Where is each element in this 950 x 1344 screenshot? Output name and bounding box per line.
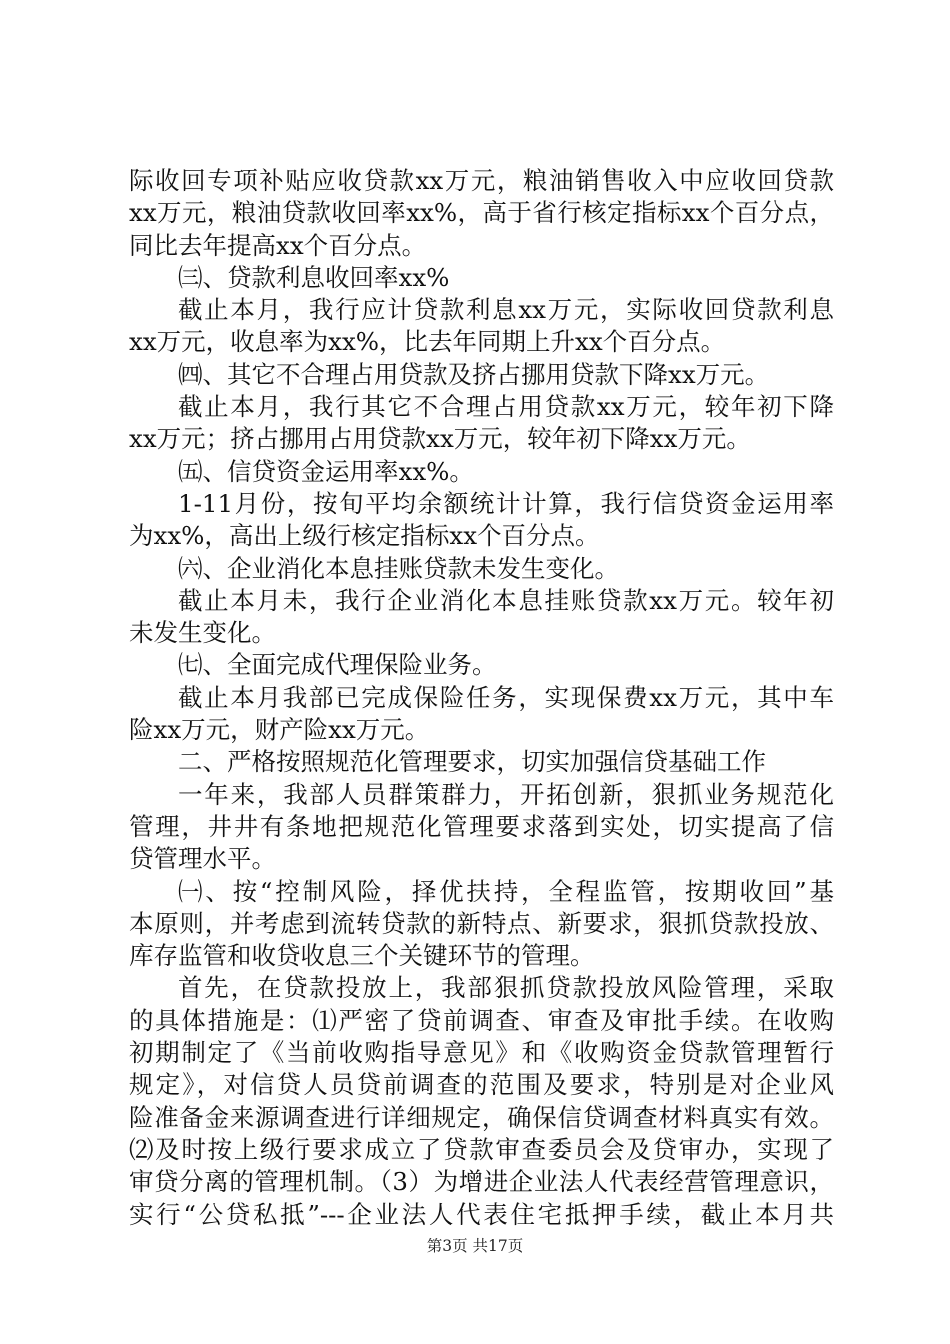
text-line: 截止本月未，我行企业消化本息挂账贷款xx万元。较年初 (178, 585, 834, 615)
text-line: 同比去年提高xx个百分点。 (129, 230, 427, 260)
text-line: 险xx万元，财产险xx万元。 (129, 715, 430, 745)
text-line: 一年来，我部人员群策群力，开拓创新，狠抓业务规范化 (178, 779, 834, 809)
text-line: 首先，在贷款投放上，我部狠抓贷款投放风险管理，采取 (178, 973, 834, 1003)
text-line: 初期制定了《当前收购指导意见》和《收购资金贷款管理暂行 (129, 1038, 834, 1068)
text-line: xx万元；挤占挪用占用贷款xx万元，较年初下降xx万元。 (129, 424, 751, 454)
text-line: 管理，井井有条地把规范化管理要求落到实处，切实提高了信 (129, 811, 834, 841)
text-line: 实行“公贷私抵”---企业法人代表住宅抵押手续，截止本月共 (129, 1199, 834, 1229)
text-line: ㈦、全面完成代理保险业务。 (178, 650, 497, 680)
text-line: ⑵及时按上级行要求成立了贷款审查委员会及贷审办，实现了 (129, 1134, 834, 1164)
text-line: ㈤、信贷资金运用率xx%。 (178, 456, 474, 486)
text-line: 截止本月我部已完成保险任务，实现保费xx万元，其中车 (178, 682, 834, 712)
text-line: 的具体措施是：⑴严密了贷前调查、审查及审批手续。在收购 (129, 1005, 834, 1035)
text-line: ㈣、其它不合理占用贷款及挤占挪用贷款下降xx万元。 (178, 359, 770, 389)
text-line: 审贷分离的管理机制。（3）为增进企业法人代表经营管理意识， (129, 1167, 834, 1197)
text-line: 1-11月份，按旬平均余额统计计算，我行信贷资金运用率 (178, 488, 834, 518)
page-footer: 第3页 共17页 (426, 1237, 524, 1255)
text-line: 为xx%，高出上级行核定指标xx个百分点。 (129, 521, 600, 551)
text-line: 险准备金来源调查进行详细规定，确保信贷调查材料真实有效。 (129, 1102, 834, 1132)
text-line: xx万元，收息率为xx%，比去年同期上升xx个百分点。 (129, 327, 726, 357)
document-body (129, 165, 834, 1231)
text-line: 截止本月，我行其它不合理占用贷款xx万元，较年初下降 (178, 392, 834, 422)
text-line: 际收回专项补贴应收贷款xx万元，粮油销售收入中应收回贷款 (129, 166, 834, 195)
text-line: 库存监管和收贷收息三个关键环节的管理。 (129, 941, 595, 971)
text-line: 贷管理水平。 (129, 844, 276, 874)
text-line: ㈥、企业消化本息挂账贷款未发生变化。 (178, 553, 619, 583)
text-line: 规定》，对信贷人员贷前调查的范围及要求，特别是对企业风 (129, 1070, 834, 1100)
text-line: ㈢、贷款利息收回率xx% (178, 262, 450, 292)
text-line: 本原则，并考虑到流转贷款的新特点、新要求，狠抓贷款投放、 (129, 908, 834, 938)
text-line: 二、严格按照规范化管理要求，切实加强信贷基础工作 (178, 747, 766, 777)
text-line: xx万元，粮油贷款收回率xx%，高于省行核定指标xx个百分点， (129, 198, 834, 228)
text-line: ㈠、按“控制风险，择优扶持，全程监管，按期收回”基 (178, 876, 834, 906)
text-line: 未发生变化。 (129, 618, 276, 648)
text-line: 截止本月，我行应计贷款利息xx万元，实际收回贷款利息 (178, 295, 834, 325)
